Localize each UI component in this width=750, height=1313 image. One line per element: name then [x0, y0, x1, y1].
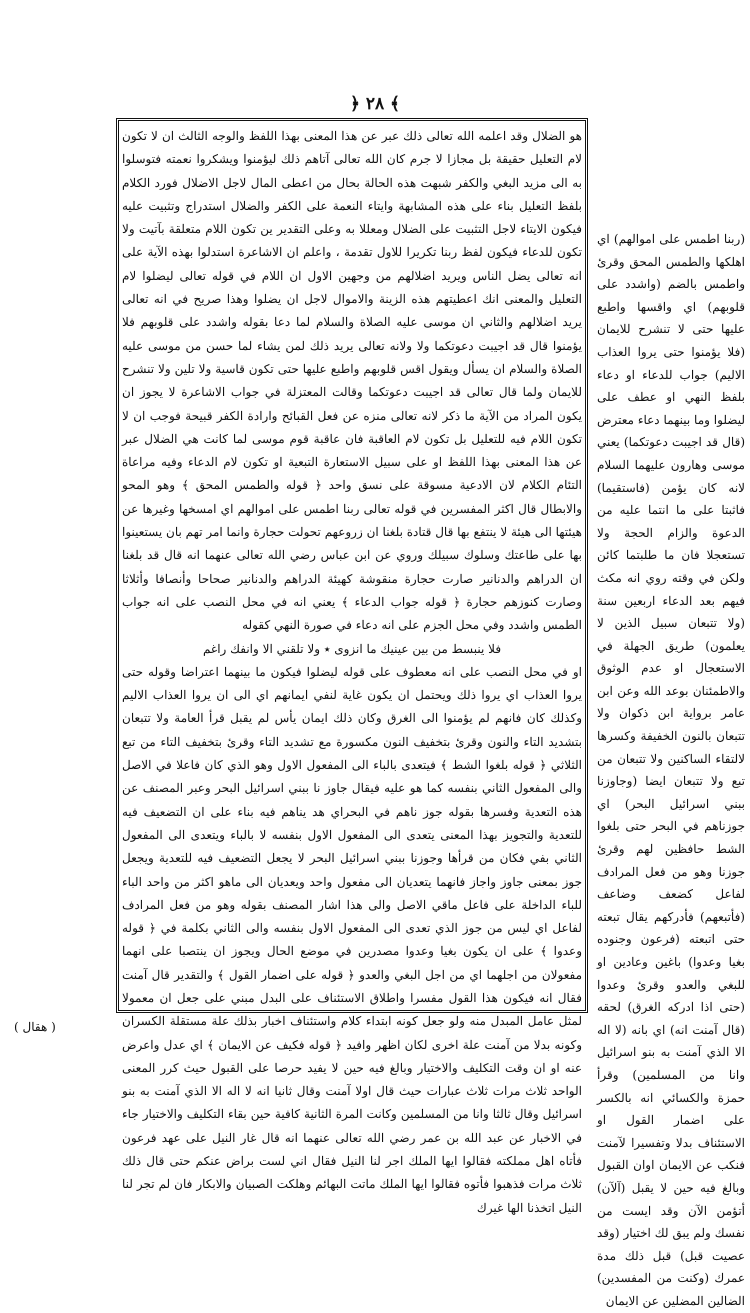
side-tafsir-text: [597, 228, 745, 1308]
catchword: ( هقال ): [14, 1020, 56, 1034]
page-number: ﴿ ٢٨ ﴾: [349, 94, 401, 114]
side-paragraph: (ربنا اطمس على اموالهم) اي اهلكها والطمس المحق وقرئ واطمس بالضم (واشدد على قلوبهم) اي واقسها واطبع عليها حتى لا تنشرح للايمان (فلا يؤمنوا حتى يروا العذاب الاليم) جواب للدعاء او دعاء بلفظ النهي او عطف على ليضلوا وما بينهما دعاء معترض (قال قد اجيبت دعوتكما) يعني موسى وهارون عليهما السلام لانه كان يؤمن (فاستقيما) فاثبتا على ما انتما عليه من الدعوة والزام الحجة ولا تستعجلا فان ما طلبتما كائن ولكن في وقته روي انه مكث فيهم بعد الدعاء اربعين سنة (ولا تتبعان سبيل الذين لا يعلمون) طريق الجهلة في الاستعجال او عدم الوثوق والاطمئنان بوعد الله وعن ابن عامر برواية ابن ذكوان ولا تتبعان بالنون الخفيفة وكسرها لالتقاء الساكنين ولا تتبعان من تبع ولا تتبعان ايضا (وجاوزنا ببني اسرائيل البحر) اي جوزناهم في البحر حتى بلغوا الشط حافظين لهم وقرئ جوزنا وهو من فعل المرادف لفاعل كضعف وضاعف (فأتبعهم) فأدركهم يقال تبعته حتى اتبعته (فرعون وجنوده بغيا وعدوا) باغين وعادين او للبغي والعدو وقرئ وعدوا (حتى اذا ادركه الغرق) لحقه (قال آمنت انه) اي بانه (لا اله الا الذي آمنت به بنو اسرائيل وانا من المسلمين) وقرأ حمزة والكسائي انه بالكسر على اضمار القول او الاستئناف بدلا وتفسيرا لآمنت فنكب عن الايمان اوان القبول وبالغ فيه حين لا يقبل (آلآن) أتؤمن الآن وقد ايست من نفسك ولم يبق لك اختيار (وقد عصيت قبل) قبل ذلك مدة عمرك (وكنت من المفسدين) الضالين المضلين عن الايمان: [597, 232, 745, 1308]
poetry-verse: فلا ينبسط من بين عينيك ما انزوى ٭ ولا تلقني الا وانفك راغم: [202, 641, 502, 656]
commentary-paragraph: هو الضلال وقد اعلمه الله تعالى ذلك عبر عن هذا المعنى بهذا اللفظ والوجه الثالث ان لا تكون لام التعليل حقيقة بل مجازا لا جرم كان الله تعالى آتاهم ذلك ليؤمنوا ويشكروا نعمته فتوسلوا به الى مزيد البغي والكفر شبهت هذه الحالة بحال من اعطى المال لاجل الاضلال فورد الكلام بلفظ التعليل بناء على هذه المشابهة وايتاء النعمة على الكفر والضلال استدراج وتثبيت عليه فيكون الايتاء لاجل التثبيت على الضلال ومعللا به وعلى التقدير ين تكون اللام متعلقة بآتيت ولا تكون للدعاء فيكون لفظ ربنا تكريرا للاول تقدمة ، واعلم ان الاشاعرة استدلوا بهذه الآية على انه تعالى يضل الناس ويريد اضلالهم من وجهين الاول ان اللام في قوله تعالى ليضلوا لام التعليل والمعنى انك اعطيتهم هذه الزينة والاموال لاجل ان يضلوا وهذا صريح في انه تعالى يريد اضلالهم والثاني ان موسى عليه الصلاة والسلام لما دعا بقوله واشدد على قلوبهم فلا يؤمنوا قال قد اجيبت دعوتكما ولا ولانه تعالى يريد ذلك لمن يشاء لما حسن من موسى عليه الصلاة والسلام ان يسأل ويقول اقس قلوبهم واطبع عليها حتى تكون قاسية ولا تلين ولا تنشرح للايمان ولما قال تعالى قد اجيبت دعوتكما وقالت المعتزلة في جواب الاشاعرة لا يجوز ان يكون المراد من الآية ما ذكر لانه تعالى منزه عن فعل القبائح وارادة الكفر قبيحة فوجب ان لا تكون اللام فيه للتعليل بل تكون لام العاقبة فان عاقبة قوم موسى لما كانت هي الضلال عبر عن هذا المعنى بهذا اللفظ او على سبيل الاستعارة التبعية او تكون لام الدعاء وفيه مراعاة التئام الكلام لان الادعية مسوقة على نسق واحد ﴿ قوله والطمس المحق ﴾ وهو المحو والابطال قال اكثر المفسرين في قوله تعالى ربنا اطمس على اموالهم اي امسخها وغيرها عن هيئتها الى هيئة لا ينتفع بها قال قتادة بلغنا ان زروعهم تحولت حجارة وانما امر تهم بان يستعينوا بها على طاعتك وسلوك سبيلك وروي عن ابن عباس رضي الله تعالى عنهما انه قال قد بلغنا ان الدراهم والدنانير صارت حجارة منقوشة كهيئة الدراهم والدنانير صحاحا وأنصافا وأثلاثا وصارت كنوزهم حجارة ﴿ قوله جواب الدعاء ﴾ يعني انه في محل النصب على انه جواب الطمس واشدد وفي محل الجزم على انه دعاء في صورة النهي كقوله: [122, 129, 583, 633]
main-commentary-text: [122, 125, 583, 1215]
commentary-paragraph: او في محل النصب على انه معطوف على قوله ليضلوا فيكون ما بينهما اعتراضا وقوله حتى يروا العذاب اي يروا ذلك ويحتمل ان يكون غاية لنفي ايمانهم اي الى ان يروا العذاب الاليم وكذلك كان فانهم لم يؤمنوا الى الغرق وكان ذلك ايمان يأس لم يقبل قرأ العامة ولا تتبعان بتشديد التاء والنون وقرئ بتخفيف النون مكسورة مع تشديد التاء وقرئ بتخفيف التاء من تبع الثلاثي ﴿ قوله بلغوا الشط ﴾ فيتعدى بالباء الى المفعول الاول وهو الذي كان فاعلا في الاصل والى المفعول الثاني بنفسه كما هو عليه فيقال جاوز نا ببني اسرائيل البحر وعبر المصنف عن هذه التعدية وفسرها بقوله جوز ناهم في البحراي هد يناهم فيه بناء على ان التضعيف فيه للتعدية والتجويز بهذا المعنى يتعدى الى المفعول الاول بنفسه لا بالباء ويتعدى الى المفعول الثاني بفي فكان من قرأها وجوزنا ببني اسرائيل البحر لا يجعل التضعيف فيه للتعدية ويجعل جوز بمعنى جاوز واجاز فانهما يتعديان الى مفعول واحد ويعديان الى ماهو اكثر من واحد الباء للباء الداخلة على فاعل ماقي الاصل والى هذا اشار المصنف بقوله وهو من فعل المرادف لفاعل اي ليس من جوز الذي تعدى الى المفعول الاول بنفسه والى الثاني بكلمة في ﴿ قوله وعدوا ﴾ على ان يكون بغيا وعدوا مصدرين في موضع الحال ويجوز ان ينتصبا على انهما مفعولان من اجلهما اي من اجل البغي والعدو ﴿ قوله على اضمار القول ﴾ والتقدير قال آمنت فقال انه فيكون هذا القول مفسرا واطلاق الاستئناف على البدل مبني على جعل ان معمولا لمثل عامل المبدل منه ولو جعل كونه ابتداء كلام واستئناف اخبار بذلك علة مستقلة الكسران وكونه بدلا من آمنت علة اخرى لكان اظهر وافيد ﴿ قوله فكيف عن الايمان ﴾ اي عدل واعرض عنه او ان وقت التكليف والاختيار وبالغ فيه حين لا يفيد حرصا على القبول حيث كرر المعنى الواحد ثلاث مرات ثلاث عبارات حيث قال اولا آمنت وقال ثانيا انه لا اله الا الذي آمنت به بنو اسرائيل وقال ثالثا وانا من المسلمين وكانت المرة الثانية كافية حين بقاء التكليف والاختيار جاء في الاخبار عن عبد الله بن عمر رضي الله تعالى عنهما انه قال غار النيل على عهد فرعون فأتاه اهل مملكته فقالوا ايها الملك اجر لنا النيل فقال اني لست براض عنكم حتى قال ذلك ثلاث مرات فذهبوا فأتوه فقالوا ايها الملك ماتت البهائم وهلكت الصبيان والابكار فان لم تجر لنا النيل اتخذنا الها غيرك: [122, 664, 582, 1215]
